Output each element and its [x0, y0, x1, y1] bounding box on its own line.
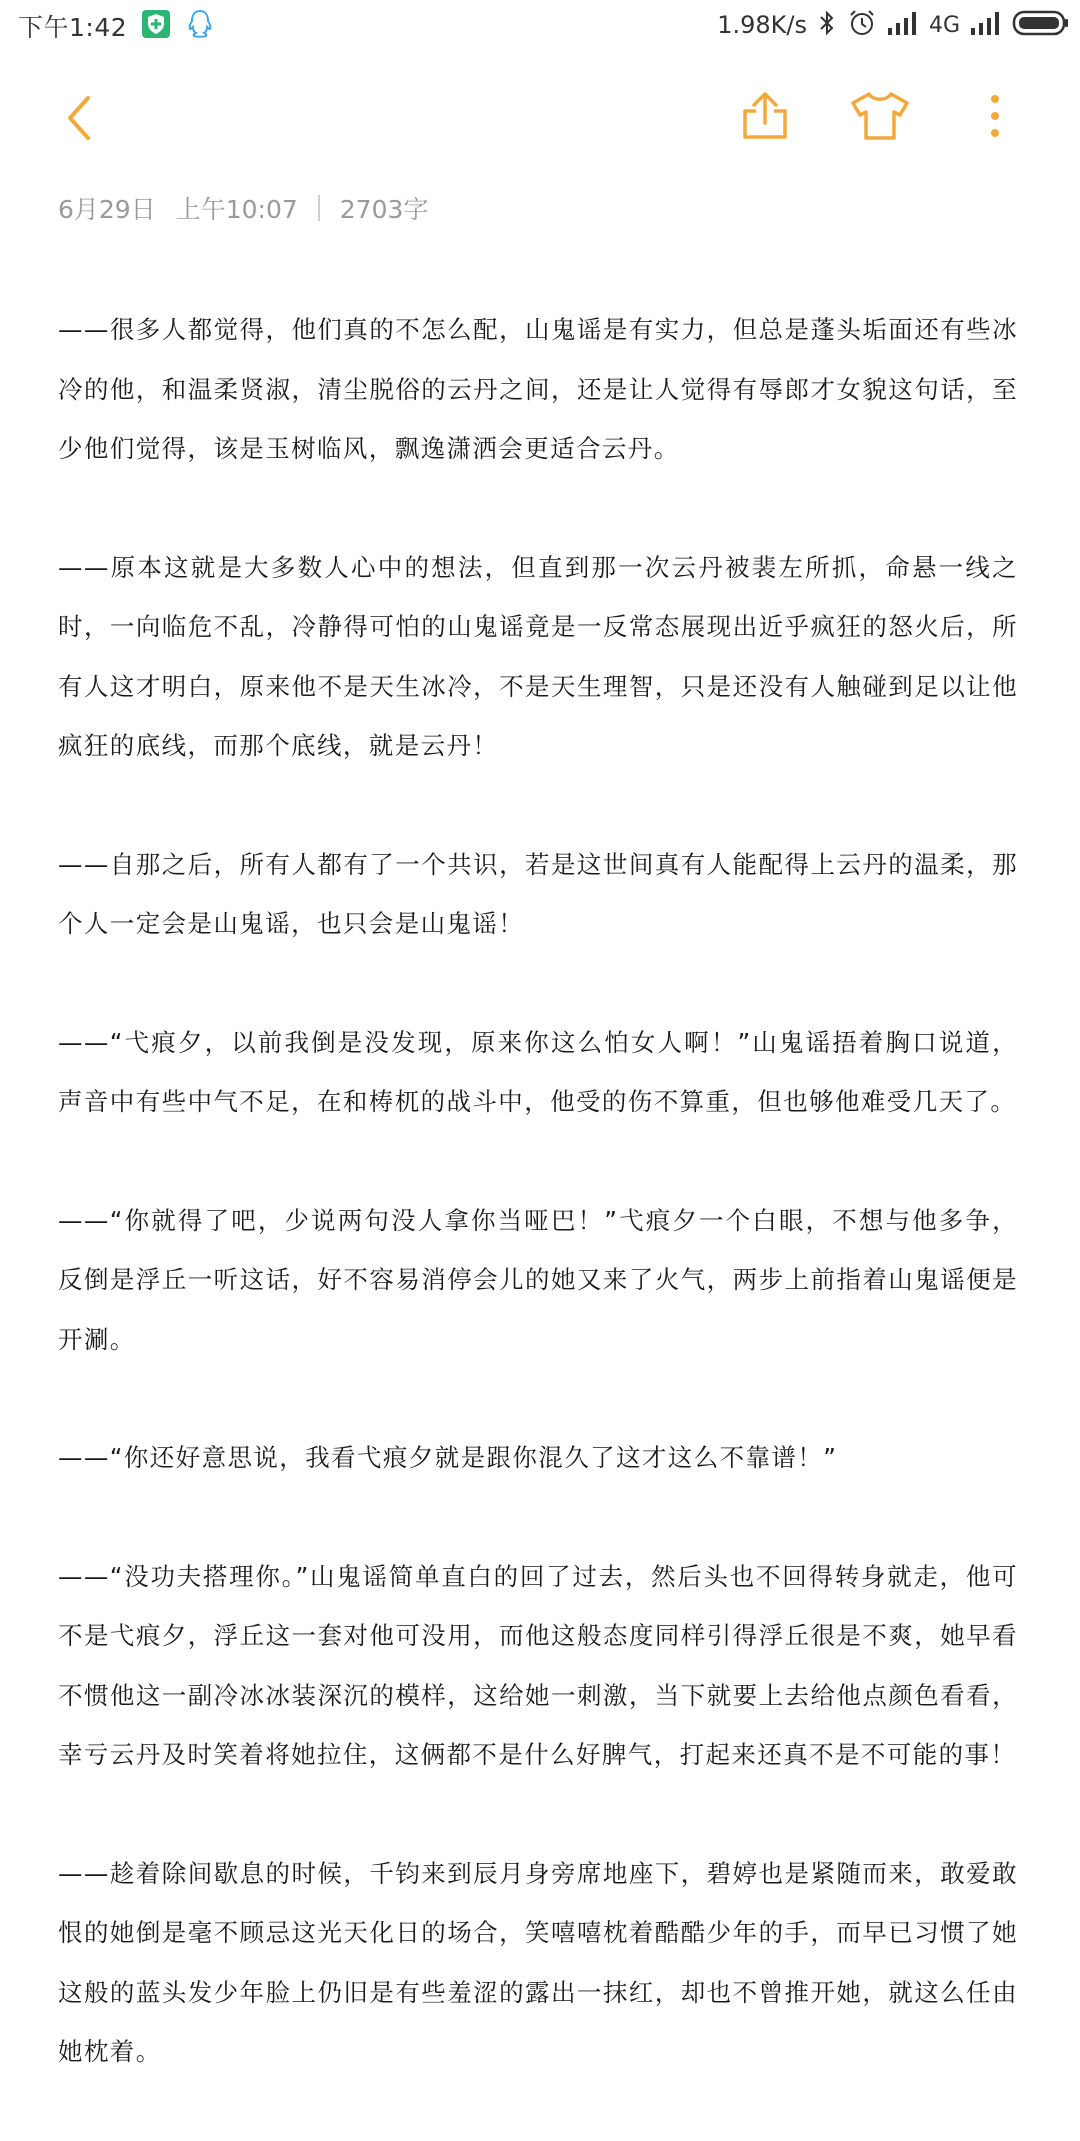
note-time: 上午10:07	[175, 195, 298, 224]
status-left	[18, 8, 215, 44]
note-toolbar	[0, 80, 1080, 160]
note-meta	[58, 190, 428, 226]
status-time: 下午1:42	[18, 13, 128, 42]
note-paragraph: ——“你就得了吧，少说两句没人拿你当哑巴！”弋痕夕一个白眼，不想与他多争，反倒是浮丘一听这话，好不容易消停会儿的她又来了火气，两步上前指着山鬼谣便是开涮。	[58, 1205, 1018, 1354]
status-bar	[0, 0, 1080, 52]
note-paragraph: ——自那之后，所有人都有了一个共识，若是这世间真有人能配得上云丹的温柔，那个人一定会是山鬼谣，也只会是山鬼谣！	[58, 849, 1018, 938]
tshirt-icon	[849, 91, 911, 145]
signal-icon	[970, 10, 1002, 40]
share-button[interactable]	[735, 88, 795, 148]
signal-icon	[887, 10, 919, 40]
note-paragraph: ——“弋痕夕，以前我倒是没发现，原来你这么怕女人啊！”山鬼谣捂着胸口说道，声音中有些中气不足，在和梼杌的战斗中，他受的伤不算重，但也够他难受几天了。	[58, 1027, 1018, 1116]
more-button[interactable]	[975, 88, 1015, 148]
note-paragraph: ——“你还好意思说，我看弋痕夕就是跟你混久了这才这么不靠谱！”	[58, 1443, 838, 1472]
share-icon	[741, 91, 789, 145]
note-paragraph: ——“没功夫搭理你。”山鬼谣简单直白的回了过去，然后头也不回得转身就走，他可不是弋痕夕，浮丘这一套对他可没用，而他这般态度同样引得浮丘很是不爽，她早看不惯他这一副冷冰冰装深沉的模样，这给她一刺激，当下就要上去给他点颜色看看，幸亏云丹及时笑着将她拉住，这俩都不是什么好脾气，打起来还真不是不可能的事！	[58, 1561, 1018, 1769]
status-right	[717, 8, 1070, 42]
bluetooth-icon	[817, 9, 837, 41]
battery-icon	[1012, 9, 1070, 41]
word-count: 2703字	[339, 195, 429, 224]
network-speed: 1.98K/s	[717, 11, 807, 39]
more-vertical-icon	[989, 93, 1001, 143]
alarm-icon	[847, 8, 877, 42]
network-type: 4G	[928, 12, 960, 38]
note-date: 6月29日	[58, 195, 156, 224]
note-paragraph: ——趁着除间歇息的时候，千钧来到辰月身旁席地座下，碧婷也是紧随而来，敢爱敢恨的她倒是毫不顾忌这光天化日的场合，笑嘻嘻枕着酷酷少年的手，而早已习惯了她这般的蓝头发少年脸上仍旧是有些羞涩的露出一抹红，却也不曾推开她，就这么任由她枕着。	[58, 1858, 1018, 2066]
qq-icon	[185, 8, 215, 44]
meta-divider	[318, 195, 320, 221]
shield-icon	[141, 9, 171, 43]
chevron-left-icon	[64, 95, 94, 145]
theme-button[interactable]	[848, 88, 912, 148]
note-paragraph: ——很多人都觉得，他们真的不怎么配，山鬼谣是有实力，但总是蓬头垢面还有些冰冷的他，和温柔贤淑，清尘脱俗的云丹之间，还是让人觉得有辱郎才女貌这句话，至少他们觉得，该是玉树临风，飘逸潇洒会更适合云丹。	[58, 315, 1018, 463]
back-button[interactable]	[54, 90, 104, 150]
note-paragraph: ——原本这就是大多数人心中的想法，但直到那一次云丹被裴左所抓，命悬一线之时，一向临危不乱，冷静得可怕的山鬼谣竟是一反常态展现出近乎疯狂的怒火后，所有人这才明白，原来他不是天生冰冷，不是天生理智，只是还没有人触碰到足以让他疯狂的底线，而那个底线，就是云丹！	[58, 552, 1018, 760]
note-body[interactable]	[58, 300, 1018, 2141]
